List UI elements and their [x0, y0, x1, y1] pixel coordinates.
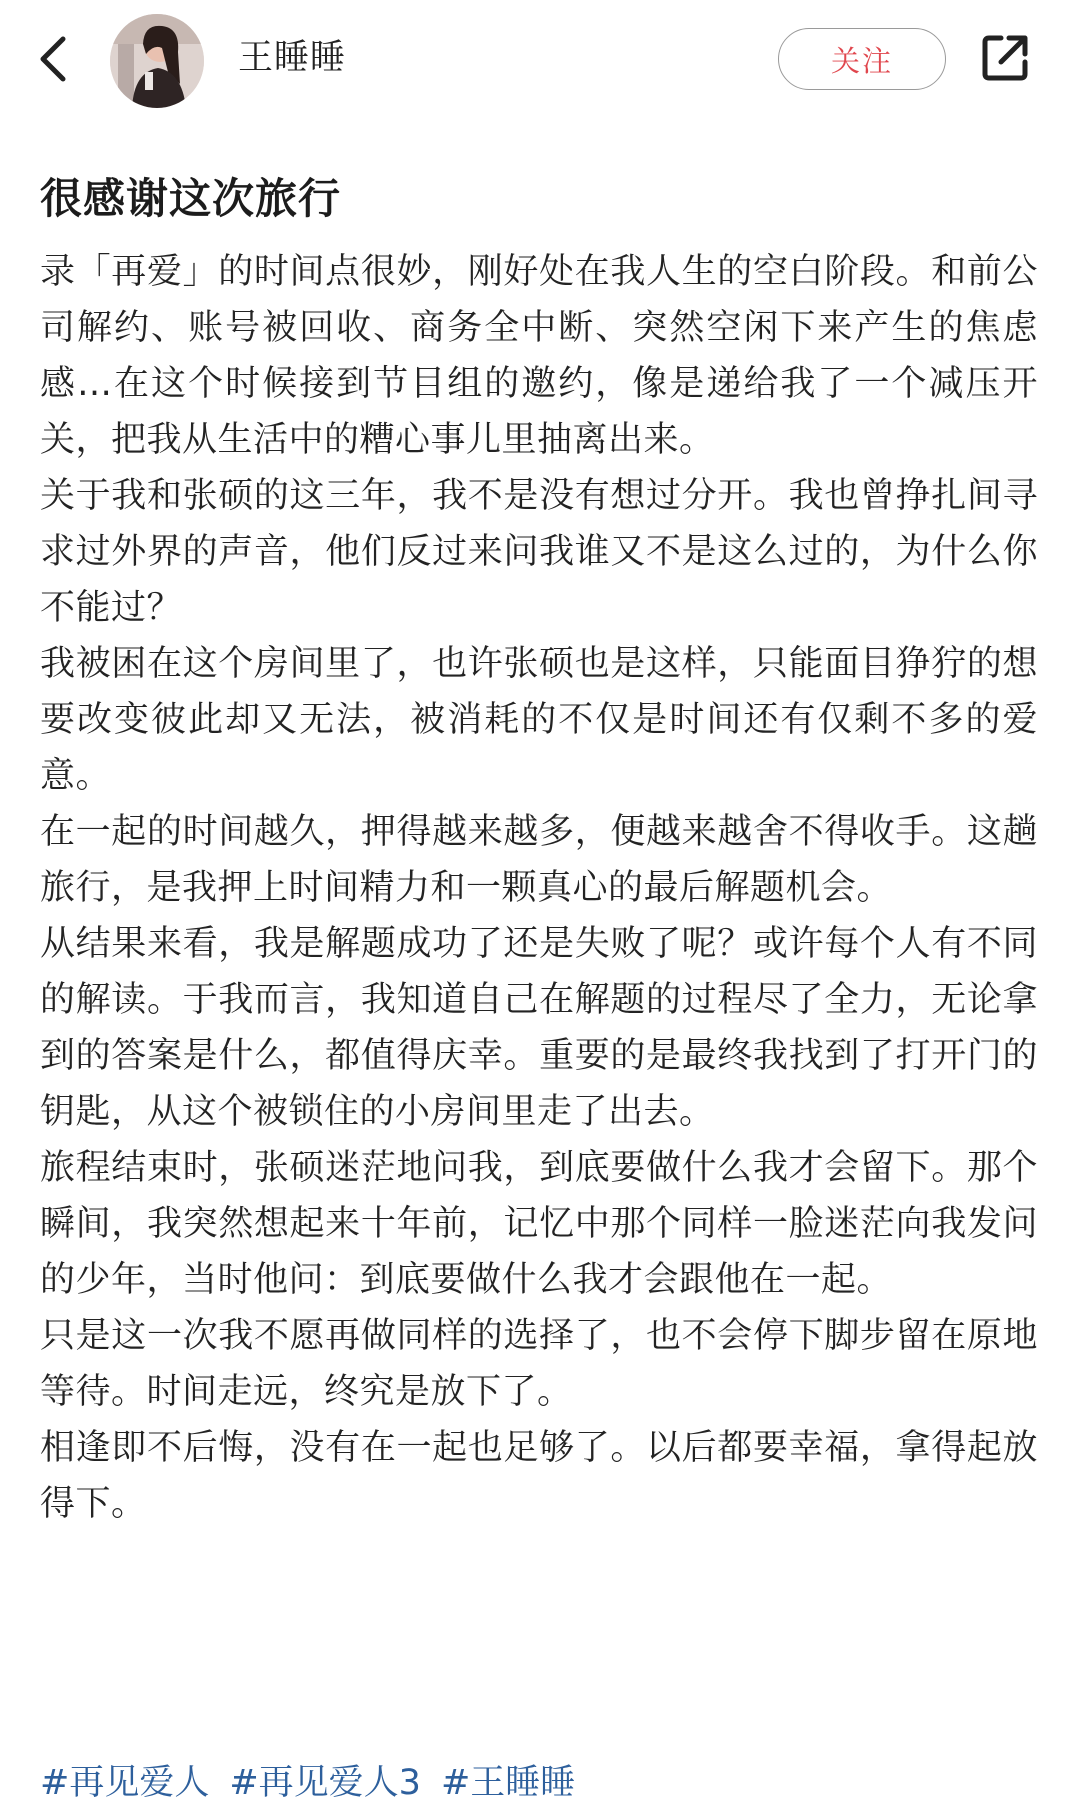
- paragraph: 从结果来看，我是解题成功了还是失败了呢？或许每个人有不同的解读。于我而言，我知道自己在解题的过程尽了全力，无论拿到的答案是什么，都值得庆幸。重要的是最终我找到了打开门的钥匙，从这个被锁住的小房间里走了出去。: [40, 924, 1038, 1132]
- hashtag-link[interactable]: #王睡睡: [440, 1763, 576, 1803]
- paragraph: 我被困在这个房间里了，也许张硕也是这样，只能面目狰狞的想要改变彼此却又无法，被消耗的不仅是时间还有仅剩不多的爱意。: [40, 644, 1038, 796]
- paragraph: 旅程结束时，张硕迷茫地问我，到底要做什么我才会留下。那个瞬间，我突然想起来十年前，记忆中那个同样一脸迷茫向我发问的少年，当时他问：到底要做什么我才会跟他在一起。: [40, 1148, 1038, 1300]
- share-out-icon: [977, 30, 1033, 86]
- share-button[interactable]: [977, 30, 1033, 86]
- follow-button[interactable]: 关注: [778, 28, 946, 90]
- chevron-left-icon: [38, 35, 68, 83]
- post-body: [40, 244, 1038, 1744]
- hashtag-link[interactable]: #再见爱人3: [229, 1763, 421, 1803]
- paragraph: 只是这一次我不愿再做同样的选择了，也不会停下脚步留在原地等待。时间走远，终究是放下了。: [40, 1316, 1038, 1412]
- hashtag-list: [40, 1755, 575, 1811]
- top-bar: [0, 0, 1080, 120]
- hashtag-link[interactable]: #再见爱人: [40, 1763, 210, 1803]
- post-title: 很感谢这次旅行: [40, 174, 342, 223]
- paragraph: 录「再爱」的时间点很妙，刚好处在我人生的空白阶段。和前公司解约、账号被回收、商务全中断、突然空闲下来产生的焦虑感…在这个时候接到节目组的邀约，像是递给我了一个减压开关，把我从生活中的糟心事儿里抽离出来。: [40, 252, 1038, 460]
- back-button[interactable]: [28, 26, 78, 92]
- paragraph: 关于我和张硕的这三年，我不是没有想过分开。我也曾挣扎间寻求过外界的声音，他们反过来问我谁又不是这么过的，为什么你不能过？: [40, 476, 1038, 628]
- avatar[interactable]: [110, 14, 204, 108]
- paragraph: 相逢即不后悔，没有在一起也足够了。以后都要幸福，拿得起放得下。: [40, 1428, 1038, 1524]
- username[interactable]: 王睡睡: [238, 38, 347, 78]
- paragraph: 在一起的时间越久，押得越来越多，便越来越舍不得收手。这趟旅行，是我押上时间精力和一颗真心的最后解题机会。: [40, 812, 1038, 908]
